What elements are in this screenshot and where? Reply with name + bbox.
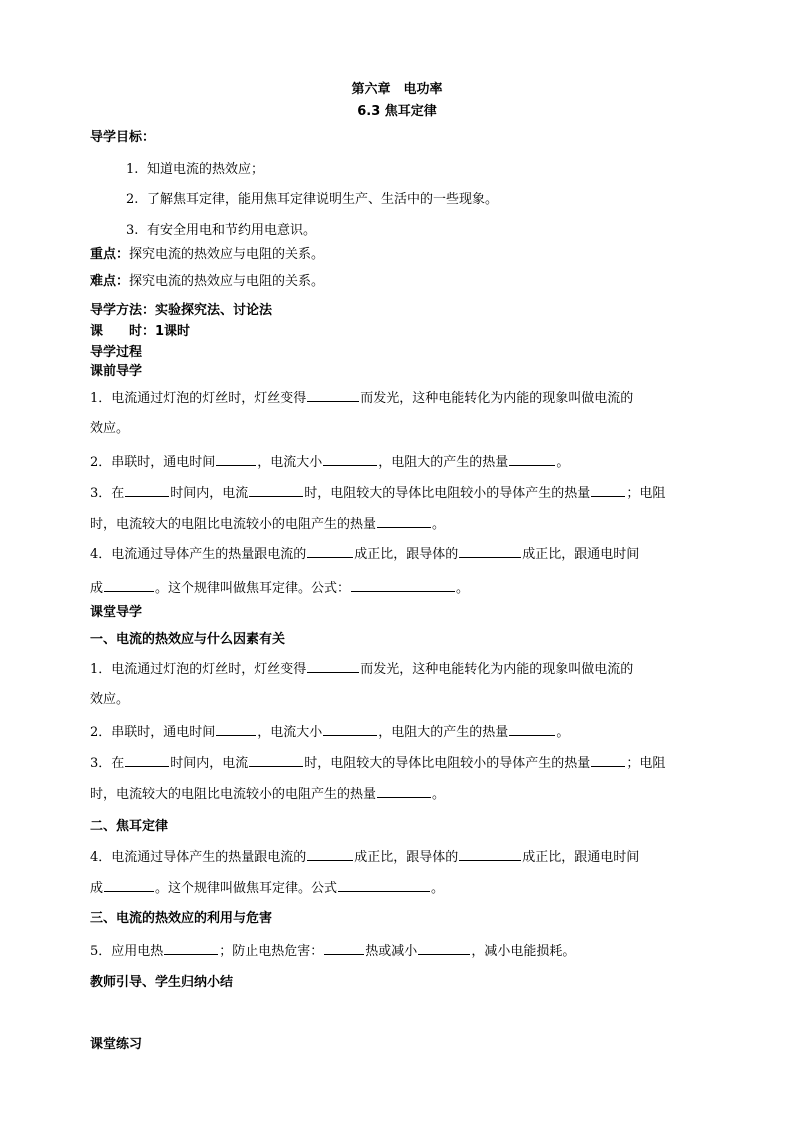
in-class-heading: 课堂导学 xyxy=(90,605,143,620)
pre-q4: 4．电流通过导体产生的热量跟电流的 成正比，跟导体的 成正比，跟通电时间 xyxy=(90,547,640,562)
blank[interactable] xyxy=(249,484,303,497)
blank[interactable] xyxy=(377,515,431,528)
blank[interactable] xyxy=(418,942,470,955)
blank[interactable] xyxy=(509,453,555,466)
in-class-section-2: 二、焦耳定律 xyxy=(90,819,169,834)
pre-q4-cont: 成 。这个规律叫做焦耳定律。公式： 。 xyxy=(90,581,470,596)
blank[interactable] xyxy=(307,660,359,673)
blank[interactable] xyxy=(377,785,431,798)
in-class-section-3: 三、电流的热效应的利用与危害 xyxy=(90,911,273,926)
in-q2: 2．串联时，通电时间 ，电流大小 ，电阻大的产生的热量 。 xyxy=(90,725,570,740)
pre-q3: 3．在 时间内，电流 时，电阻较大的导体比电阻较小的导体产生的热量 ；电阻 xyxy=(90,486,666,501)
blank[interactable] xyxy=(307,848,353,861)
blank[interactable] xyxy=(591,754,625,767)
blank[interactable] xyxy=(104,879,154,892)
blank[interactable] xyxy=(216,723,256,736)
blank[interactable] xyxy=(164,942,218,955)
pre-q3-cont: 时，电流较大的电阻比电流较小的电阻产生的热量 。 xyxy=(90,517,446,532)
period: 课 时：1课时 xyxy=(90,324,191,339)
blank[interactable] xyxy=(351,579,455,592)
pre-q2: 2．串联时，通电时间 ，电流大小 ，电阻大的产生的热量 。 xyxy=(90,455,570,470)
key-point: 重点：探究电流的热效应与电阻的关系。 xyxy=(90,247,325,262)
in-class-section-1: 一、电流的热效应与什么因素有关 xyxy=(90,632,286,647)
blank[interactable] xyxy=(323,453,377,466)
blank[interactable] xyxy=(104,579,154,592)
goal-item-1: 1. 知道电流的热效应； xyxy=(126,162,265,177)
blank[interactable] xyxy=(307,545,353,558)
blank[interactable] xyxy=(125,484,169,497)
practice-heading: 课堂练习 xyxy=(90,1037,143,1052)
goal-item-3: 3. 有安全用电和节约用电意识。 xyxy=(126,223,317,238)
in-q4: 4．电流通过导体产生的热量跟电流的 成正比，跟导体的 成正比，跟通电时间 xyxy=(90,850,640,865)
in-q3-cont: 时，电流较大的电阻比电流较小的电阻产生的热量 。 xyxy=(90,787,446,802)
goals-label: 导学目标： xyxy=(90,130,156,145)
blank[interactable] xyxy=(459,545,521,558)
blank[interactable] xyxy=(323,723,377,736)
difficult-point: 难点：探究电流的热效应与电阻的关系。 xyxy=(90,274,325,289)
chapter-title: 第六章 电功率 xyxy=(351,82,443,97)
blank[interactable] xyxy=(249,754,303,767)
in-q1-cont: 效应。 xyxy=(90,692,130,707)
blank[interactable] xyxy=(509,723,555,736)
blank[interactable] xyxy=(125,754,169,767)
pre-q1: 1．电流通过灯泡的灯丝时，灯丝变得 而发光，这种电能转化为内能的现象叫做电流的 xyxy=(90,391,634,406)
in-q5: 5．应用电热 ；防止电热危害： 热或减小 ，减小电能损耗。 xyxy=(90,944,576,959)
blank[interactable] xyxy=(324,942,364,955)
summary-heading: 教师引导、学生归纳小结 xyxy=(90,975,234,990)
blank[interactable] xyxy=(307,389,359,402)
section-title: 6.3 焦耳定律 xyxy=(357,104,437,119)
in-q3: 3．在 时间内，电流 时，电阻较大的导体比电阻较小的导体产生的热量 ；电阻 xyxy=(90,756,666,771)
blank[interactable] xyxy=(459,848,521,861)
process-heading: 导学过程 xyxy=(90,345,143,360)
blank[interactable] xyxy=(338,879,430,892)
goal-item-2: 2. 了解焦耳定律，能用焦耳定律说明生产、生活中的一些现象。 xyxy=(126,192,499,207)
pre-q1-cont: 效应。 xyxy=(90,421,130,436)
in-q1: 1．电流通过灯泡的灯丝时，灯丝变得 而发光，这种电能转化为内能的现象叫做电流的 xyxy=(90,662,634,677)
pre-class-heading: 课前导学 xyxy=(90,364,143,379)
blank[interactable] xyxy=(591,484,625,497)
method: 导学方法：实验探究法、讨论法 xyxy=(90,303,273,318)
blank[interactable] xyxy=(216,453,256,466)
in-q4-cont: 成 。这个规律叫做焦耳定律。公式 。 xyxy=(90,881,445,896)
